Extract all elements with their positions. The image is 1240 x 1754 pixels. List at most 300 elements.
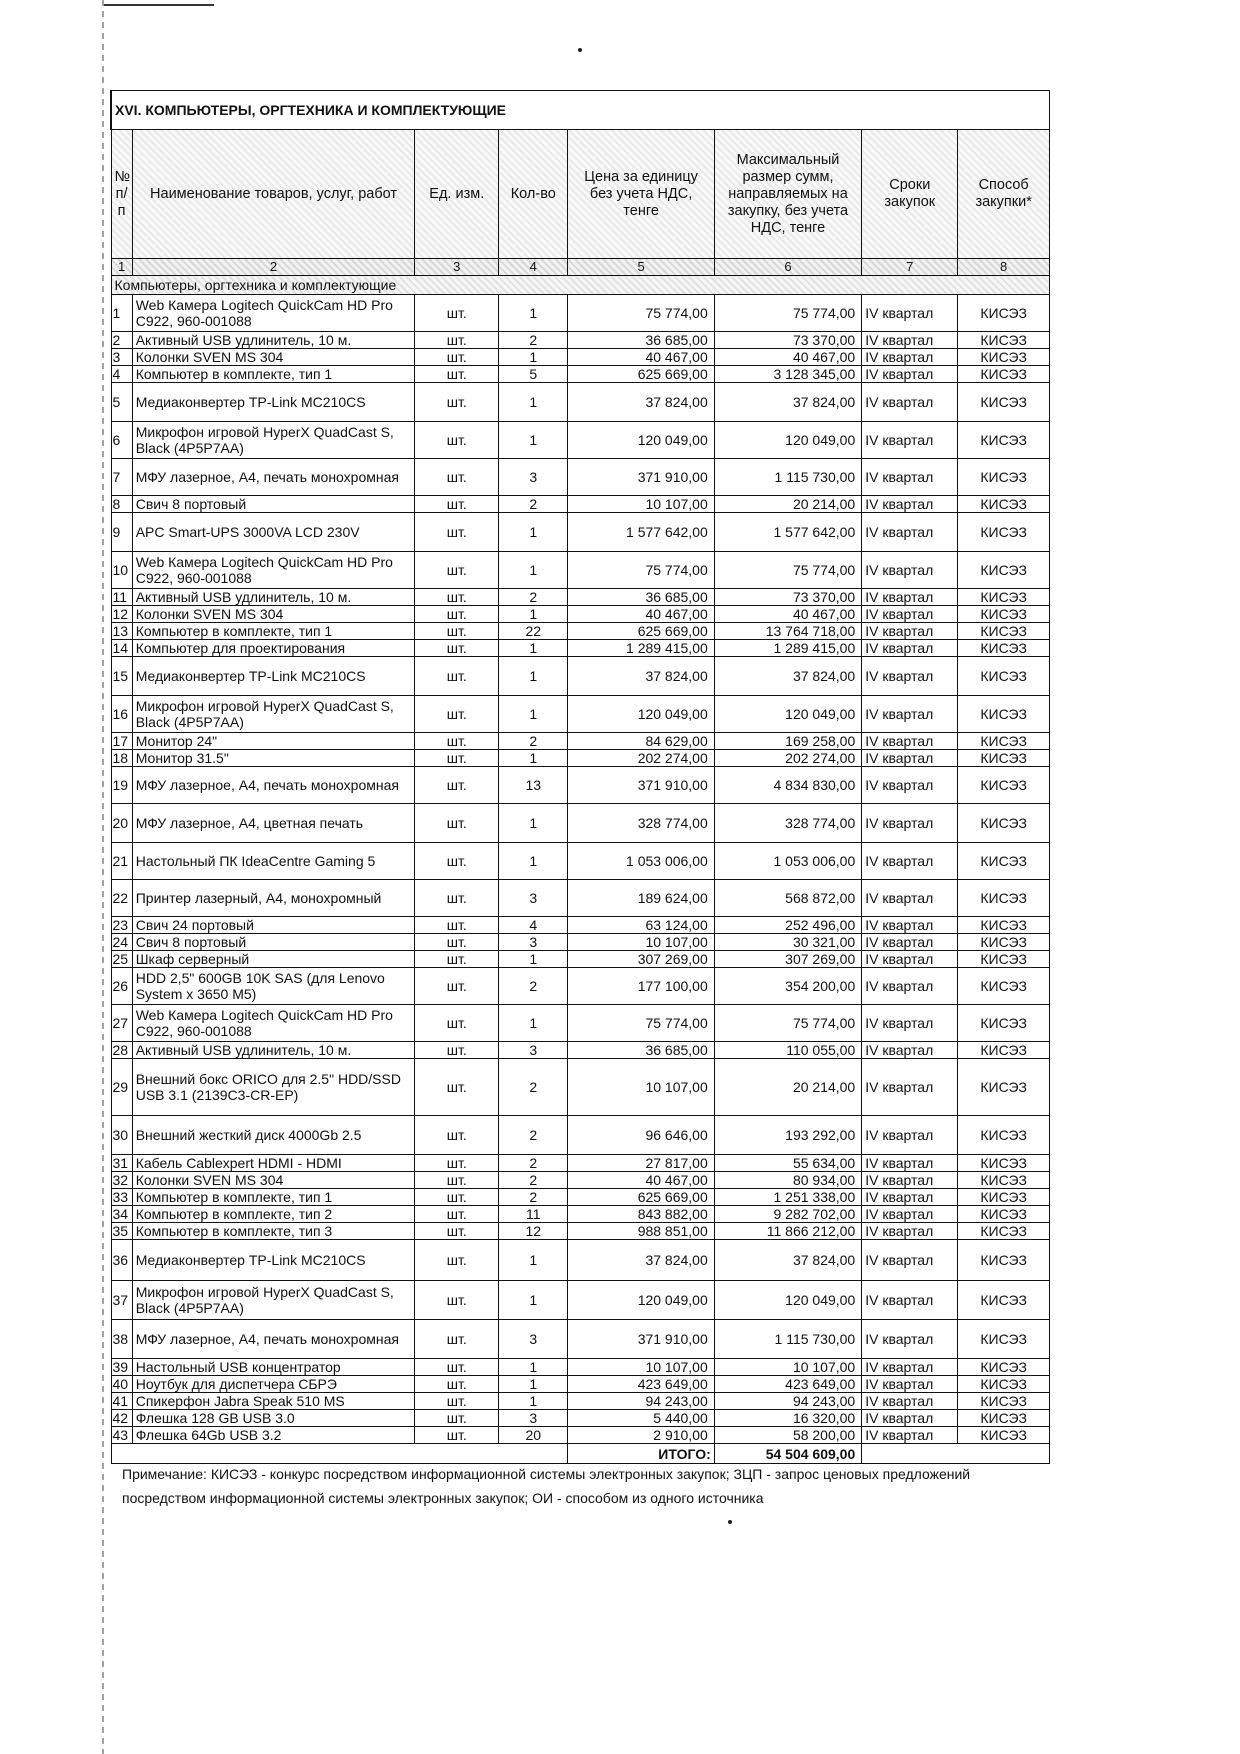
item-name: МФУ лазерное, А4, печать монохромная: [132, 459, 415, 496]
item-unit-price: 94 243,00: [568, 1393, 714, 1410]
table-row: [111, 804, 1050, 843]
item-quantity: 12: [499, 1223, 568, 1240]
item-method: КИСЭЗ: [958, 1155, 1050, 1172]
item-quantity: 1: [499, 606, 568, 623]
item-unit-price: 36 685,00: [568, 589, 714, 606]
column-header-unit-price: Цена за единицу без учета НДС, тенге: [568, 130, 714, 259]
item-method: КИСЭЗ: [958, 349, 1050, 366]
item-unit: шт.: [415, 1376, 499, 1393]
item-unit-price: 1 577 642,00: [568, 513, 714, 552]
item-term: IV квартал: [862, 750, 958, 767]
item-quantity: 1: [499, 951, 568, 968]
item-unit-price: 40 467,00: [568, 606, 714, 623]
item-name: Компьютер в комплекте, тип 3: [132, 1223, 415, 1240]
item-unit: шт.: [415, 1359, 499, 1376]
table-row: [111, 1059, 1050, 1116]
item-quantity: 1: [499, 657, 568, 696]
item-total-amount: 37 824,00: [714, 657, 861, 696]
row-number: 21: [111, 843, 132, 880]
scan-speck: [728, 1520, 732, 1524]
table-row: [111, 917, 1050, 934]
item-unit-price: 40 467,00: [568, 1172, 714, 1189]
item-unit-price: 202 274,00: [568, 750, 714, 767]
item-method: КИСЭЗ: [958, 696, 1050, 733]
item-method: КИСЭЗ: [958, 513, 1050, 552]
item-name: Флешка 64Gb USB 3.2: [132, 1427, 415, 1444]
item-name: Активный USB удлинитель, 10 м.: [132, 1042, 415, 1059]
item-unit: шт.: [415, 951, 499, 968]
item-term: IV квартал: [862, 1281, 958, 1320]
item-total-amount: 40 467,00: [714, 606, 861, 623]
item-method: КИСЭЗ: [958, 843, 1050, 880]
column-header-name: Наименование товаров, услуг, работ: [132, 130, 415, 259]
item-total-amount: 55 634,00: [714, 1155, 861, 1172]
table-row: [111, 1172, 1050, 1189]
item-method: КИСЭЗ: [958, 733, 1050, 750]
table-row: [111, 696, 1050, 733]
item-unit: шт.: [415, 1042, 499, 1059]
item-total-amount: 568 872,00: [714, 880, 861, 917]
item-unit-price: 63 124,00: [568, 917, 714, 934]
item-quantity: 2: [499, 1172, 568, 1189]
item-method: КИСЭЗ: [958, 459, 1050, 496]
item-unit-price: 75 774,00: [568, 1005, 714, 1042]
row-number: 41: [111, 1393, 132, 1410]
item-term: IV квартал: [862, 1155, 958, 1172]
column-number: 3: [415, 259, 499, 276]
item-quantity: 22: [499, 623, 568, 640]
item-method: КИСЭЗ: [958, 1281, 1050, 1320]
item-total-amount: 3 128 345,00: [714, 366, 861, 383]
item-method: КИСЭЗ: [958, 640, 1050, 657]
item-term: IV квартал: [862, 496, 958, 513]
item-quantity: 1: [499, 1393, 568, 1410]
row-number: 19: [111, 767, 132, 804]
item-name: HDD 2,5" 600GB 10K SAS (для Lenovo System x 3650 M5): [132, 968, 415, 1005]
item-term: IV квартал: [862, 1427, 958, 1444]
table-row: [111, 332, 1050, 349]
item-term: IV квартал: [862, 1320, 958, 1359]
item-term: IV квартал: [862, 880, 958, 917]
item-total-amount: 4 834 830,00: [714, 767, 861, 804]
item-unit-price: 27 817,00: [568, 1155, 714, 1172]
item-quantity: 1: [499, 696, 568, 733]
item-unit-price: 75 774,00: [568, 552, 714, 589]
column-header-unit: Ед. изм.: [415, 130, 499, 259]
item-total-amount: 120 049,00: [714, 422, 861, 459]
item-term: IV квартал: [862, 1240, 958, 1281]
item-name: Активный USB удлинитель, 10 м.: [132, 589, 415, 606]
item-name: Микрофон игровой HyperX QuadCast S, Black (4P5P7AA): [132, 696, 415, 733]
item-total-amount: 423 649,00: [714, 1376, 861, 1393]
item-term: IV квартал: [862, 589, 958, 606]
item-unit: шт.: [415, 1059, 499, 1116]
item-total-amount: 30 321,00: [714, 934, 861, 951]
row-number: 37: [111, 1281, 132, 1320]
table-row: [111, 1155, 1050, 1172]
item-total-amount: 20 214,00: [714, 1059, 861, 1116]
table-row: [111, 1116, 1050, 1155]
item-quantity: 1: [499, 750, 568, 767]
item-total-amount: 94 243,00: [714, 1393, 861, 1410]
table-row: [111, 1281, 1050, 1320]
table-row: [111, 733, 1050, 750]
item-unit: шт.: [415, 1223, 499, 1240]
table-row: [111, 349, 1050, 366]
item-name: APC Smart-UPS 3000VA LCD 230V: [132, 513, 415, 552]
item-unit: шт.: [415, 804, 499, 843]
item-total-amount: 75 774,00: [714, 552, 861, 589]
item-term: IV квартал: [862, 1393, 958, 1410]
item-unit-price: 371 910,00: [568, 459, 714, 496]
table-row: [111, 496, 1050, 513]
item-unit: шт.: [415, 843, 499, 880]
procurement-table: [110, 90, 1050, 1464]
table-row: [111, 1206, 1050, 1223]
item-unit: шт.: [415, 1206, 499, 1223]
item-quantity: 2: [499, 332, 568, 349]
item-method: КИСЭЗ: [958, 934, 1050, 951]
item-total-amount: 1 577 642,00: [714, 513, 861, 552]
item-unit: шт.: [415, 496, 499, 513]
item-unit-price: 423 649,00: [568, 1376, 714, 1393]
item-name: Ноутбук для диспетчера СБРЭ: [132, 1376, 415, 1393]
item-total-amount: 40 467,00: [714, 349, 861, 366]
item-unit: шт.: [415, 1410, 499, 1427]
item-unit: шт.: [415, 366, 499, 383]
item-name: Свич 24 портовый: [132, 917, 415, 934]
item-name: Компьютер в комплекте, тип 2: [132, 1206, 415, 1223]
item-term: IV квартал: [862, 1172, 958, 1189]
item-unit: шт.: [415, 880, 499, 917]
item-unit: шт.: [415, 1005, 499, 1042]
item-method: КИСЭЗ: [958, 422, 1050, 459]
row-number: 1: [111, 295, 132, 332]
item-unit: шт.: [415, 968, 499, 1005]
item-unit: шт.: [415, 1320, 499, 1359]
table-row: [111, 383, 1050, 422]
item-unit-price: 189 624,00: [568, 880, 714, 917]
row-number: 38: [111, 1320, 132, 1359]
item-quantity: 3: [499, 934, 568, 951]
item-method: КИСЭЗ: [958, 366, 1050, 383]
item-method: КИСЭЗ: [958, 1240, 1050, 1281]
item-unit-price: 1 289 415,00: [568, 640, 714, 657]
table-row: [111, 623, 1050, 640]
item-term: IV квартал: [862, 1206, 958, 1223]
row-number: 42: [111, 1410, 132, 1427]
row-number: 35: [111, 1223, 132, 1240]
row-number: 33: [111, 1189, 132, 1206]
item-name: МФУ лазерное, А4, печать монохромная: [132, 767, 415, 804]
item-total-amount: 9 282 702,00: [714, 1206, 861, 1223]
item-name: Медиаконвертер TP-Link MC210CS: [132, 383, 415, 422]
table-row: [111, 606, 1050, 623]
table-row: [111, 552, 1050, 589]
item-quantity: 1: [499, 349, 568, 366]
item-total-amount: 73 370,00: [714, 589, 861, 606]
item-name: Флешка 128 GB USB 3.0: [132, 1410, 415, 1427]
item-term: IV квартал: [862, 606, 958, 623]
item-method: КИСЭЗ: [958, 332, 1050, 349]
item-unit-price: 10 107,00: [568, 1359, 714, 1376]
item-term: IV квартал: [862, 459, 958, 496]
item-quantity: 5: [499, 366, 568, 383]
item-term: IV квартал: [862, 552, 958, 589]
item-unit: шт.: [415, 606, 499, 623]
item-name: Компьютер в комплекте, тип 1: [132, 623, 415, 640]
row-number: 9: [111, 513, 132, 552]
item-term: IV квартал: [862, 513, 958, 552]
item-unit-price: 988 851,00: [568, 1223, 714, 1240]
item-term: IV квартал: [862, 1189, 958, 1206]
item-unit-price: 37 824,00: [568, 383, 714, 422]
row-number: 26: [111, 968, 132, 1005]
column-header-term: Сроки закупок: [862, 130, 958, 259]
item-unit: шт.: [415, 1172, 499, 1189]
item-quantity: 2: [499, 733, 568, 750]
item-unit: шт.: [415, 383, 499, 422]
row-number: 43: [111, 1427, 132, 1444]
item-unit: шт.: [415, 934, 499, 951]
row-number: 7: [111, 459, 132, 496]
item-unit-price: 120 049,00: [568, 696, 714, 733]
item-unit-price: 37 824,00: [568, 1240, 714, 1281]
item-name: Принтер лазерный, А4, монохромный: [132, 880, 415, 917]
item-unit-price: 96 646,00: [568, 1116, 714, 1155]
item-total-amount: 13 764 718,00: [714, 623, 861, 640]
item-method: КИСЭЗ: [958, 1116, 1050, 1155]
table-row: [111, 1410, 1050, 1427]
item-unit: шт.: [415, 332, 499, 349]
item-quantity: 2: [499, 1189, 568, 1206]
table-row: [111, 513, 1050, 552]
row-number: 32: [111, 1172, 132, 1189]
item-unit: шт.: [415, 1116, 499, 1155]
table-row: [111, 295, 1050, 332]
item-quantity: 3: [499, 880, 568, 917]
item-quantity: 1: [499, 1281, 568, 1320]
item-unit: шт.: [415, 459, 499, 496]
item-method: КИСЭЗ: [958, 767, 1050, 804]
item-term: IV квартал: [862, 767, 958, 804]
item-term: IV квартал: [862, 1359, 958, 1376]
table-row: [111, 880, 1050, 917]
header-row: [111, 130, 1050, 259]
item-total-amount: 11 866 212,00: [714, 1223, 861, 1240]
row-number: 10: [111, 552, 132, 589]
item-unit-price: 5 440,00: [568, 1410, 714, 1427]
item-name: Колонки SVEN MS 304: [132, 1172, 415, 1189]
item-quantity: 1: [499, 513, 568, 552]
item-method: КИСЭЗ: [958, 951, 1050, 968]
item-name: МФУ лазерное, А4, цветная печать: [132, 804, 415, 843]
item-unit: шт.: [415, 1189, 499, 1206]
item-name: Колонки SVEN MS 304: [132, 349, 415, 366]
item-unit: шт.: [415, 696, 499, 733]
row-number: 23: [111, 917, 132, 934]
item-total-amount: 307 269,00: [714, 951, 861, 968]
item-total-amount: 202 274,00: [714, 750, 861, 767]
item-term: IV квартал: [862, 640, 958, 657]
row-number: 16: [111, 696, 132, 733]
row-number: 25: [111, 951, 132, 968]
item-term: IV квартал: [862, 917, 958, 934]
item-method: КИСЭЗ: [958, 496, 1050, 513]
item-quantity: 3: [499, 459, 568, 496]
row-number: 22: [111, 880, 132, 917]
table-row: [111, 1223, 1050, 1240]
item-quantity: 2: [499, 1059, 568, 1116]
section-title: XVI. КОМПЬЮТЕРЫ, ОРГТЕХНИКА И КОМПЛЕКТУЮЩИЕ: [111, 91, 1050, 130]
item-unit: шт.: [415, 657, 499, 696]
item-total-amount: 354 200,00: [714, 968, 861, 1005]
column-number: 1: [111, 259, 132, 276]
item-method: КИСЭЗ: [958, 1393, 1050, 1410]
item-term: IV квартал: [862, 422, 958, 459]
item-total-amount: 73 370,00: [714, 332, 861, 349]
item-term: IV квартал: [862, 1223, 958, 1240]
item-method: КИСЭЗ: [958, 1223, 1050, 1240]
item-unit: шт.: [415, 750, 499, 767]
item-unit-price: 120 049,00: [568, 422, 714, 459]
item-name: Медиаконвертер TP-Link MC210CS: [132, 1240, 415, 1281]
item-total-amount: 120 049,00: [714, 1281, 861, 1320]
item-method: КИСЭЗ: [958, 1206, 1050, 1223]
item-term: IV квартал: [862, 383, 958, 422]
row-number: 11: [111, 589, 132, 606]
row-number: 29: [111, 1059, 132, 1116]
item-term: IV квартал: [862, 1042, 958, 1059]
item-unit-price: 328 774,00: [568, 804, 714, 843]
item-unit: шт.: [415, 1155, 499, 1172]
table-row: [111, 934, 1050, 951]
table-row: [111, 422, 1050, 459]
item-unit: шт.: [415, 513, 499, 552]
item-unit-price: 36 685,00: [568, 1042, 714, 1059]
row-number: 4: [111, 366, 132, 383]
table-body: [111, 295, 1050, 1444]
item-method: КИСЭЗ: [958, 623, 1050, 640]
item-unit-price: 307 269,00: [568, 951, 714, 968]
item-quantity: 1: [499, 295, 568, 332]
item-name: Внешний жесткий диск 4000Gb 2.5: [132, 1116, 415, 1155]
item-method: КИСЭЗ: [958, 804, 1050, 843]
row-number: 28: [111, 1042, 132, 1059]
item-quantity: 1: [499, 422, 568, 459]
item-unit: шт.: [415, 295, 499, 332]
item-name: Свич 8 портовый: [132, 934, 415, 951]
item-name: Компьютер в комплекте, тип 1: [132, 366, 415, 383]
item-method: КИСЭЗ: [958, 552, 1050, 589]
item-name: Web Камера Logitech QuickCam HD Pro C922, 960-001088: [132, 552, 415, 589]
item-name: Web Камера Logitech QuickCam HD Pro C922, 960-001088: [132, 1005, 415, 1042]
item-method: КИСЭЗ: [958, 1427, 1050, 1444]
item-unit: шт.: [415, 917, 499, 934]
item-term: IV квартал: [862, 1116, 958, 1155]
item-term: IV квартал: [862, 657, 958, 696]
item-method: КИСЭЗ: [958, 1320, 1050, 1359]
row-number: 5: [111, 383, 132, 422]
item-quantity: 1: [499, 1240, 568, 1281]
item-quantity: 3: [499, 1410, 568, 1427]
item-term: IV квартал: [862, 934, 958, 951]
item-unit: шт.: [415, 767, 499, 804]
row-number: 36: [111, 1240, 132, 1281]
item-name: Web Камера Logitech QuickCam HD Pro C922, 960-001088: [132, 295, 415, 332]
item-term: IV квартал: [862, 366, 958, 383]
item-unit-price: 36 685,00: [568, 332, 714, 349]
item-method: КИСЭЗ: [958, 383, 1050, 422]
scan-left-edge: [102, 0, 104, 1754]
item-total-amount: 328 774,00: [714, 804, 861, 843]
column-number: 8: [958, 259, 1050, 276]
item-quantity: 1: [499, 383, 568, 422]
item-unit: шт.: [415, 552, 499, 589]
item-method: КИСЭЗ: [958, 968, 1050, 1005]
footnote: Примечание: КИСЭЗ - конкурс посредством информационной системы электронных закупок; ЗЦП - запрос ценовых предложений посредством информационной системы электронных закупок; ОИ - способом из одного источника: [122, 1466, 971, 1506]
item-unit-price: 177 100,00: [568, 968, 714, 1005]
table-row: [111, 589, 1050, 606]
table-row: [111, 1042, 1050, 1059]
item-unit: шт.: [415, 1281, 499, 1320]
table-row: [111, 767, 1050, 804]
item-quantity: 3: [499, 1320, 568, 1359]
item-total-amount: 58 200,00: [714, 1427, 861, 1444]
item-total-amount: 1 251 338,00: [714, 1189, 861, 1206]
item-method: КИСЭЗ: [958, 1172, 1050, 1189]
item-unit-price: 10 107,00: [568, 496, 714, 513]
item-method: КИСЭЗ: [958, 657, 1050, 696]
item-name: Колонки SVEN MS 304: [132, 606, 415, 623]
row-number: 15: [111, 657, 132, 696]
item-term: IV квартал: [862, 951, 958, 968]
item-method: КИСЭЗ: [958, 589, 1050, 606]
item-quantity: 2: [499, 1155, 568, 1172]
column-number: 4: [499, 259, 568, 276]
item-total-amount: 75 774,00: [714, 295, 861, 332]
item-method: КИСЭЗ: [958, 1359, 1050, 1376]
item-name: Монитор 31.5": [132, 750, 415, 767]
item-quantity: 1: [499, 1005, 568, 1042]
item-unit-price: 371 910,00: [568, 1320, 714, 1359]
item-term: IV квартал: [862, 1059, 958, 1116]
item-quantity: 1: [499, 1359, 568, 1376]
item-term: IV квартал: [862, 349, 958, 366]
item-unit: шт.: [415, 733, 499, 750]
row-number: 20: [111, 804, 132, 843]
item-total-amount: 10 107,00: [714, 1359, 861, 1376]
row-number: 30: [111, 1116, 132, 1155]
item-unit-price: 2 910,00: [568, 1427, 714, 1444]
item-method: КИСЭЗ: [958, 1410, 1050, 1427]
item-total-amount: 1 115 730,00: [714, 1320, 861, 1359]
column-number: 2: [132, 259, 415, 276]
item-total-amount: 120 049,00: [714, 696, 861, 733]
item-total-amount: 1 115 730,00: [714, 459, 861, 496]
item-unit-price: 10 107,00: [568, 1059, 714, 1116]
table-row: [111, 1189, 1050, 1206]
scan-top-mark: [104, 4, 214, 6]
row-number: 6: [111, 422, 132, 459]
item-method: КИСЭЗ: [958, 917, 1050, 934]
column-header-method: Способ закупки*: [958, 130, 1050, 259]
table-row: [111, 1240, 1050, 1281]
table-row: [111, 1427, 1050, 1444]
item-unit-price: 84 629,00: [568, 733, 714, 750]
table-row: [111, 1376, 1050, 1393]
item-name: Микрофон игровой HyperX QuadCast S, Black (4P5P7AA): [132, 422, 415, 459]
